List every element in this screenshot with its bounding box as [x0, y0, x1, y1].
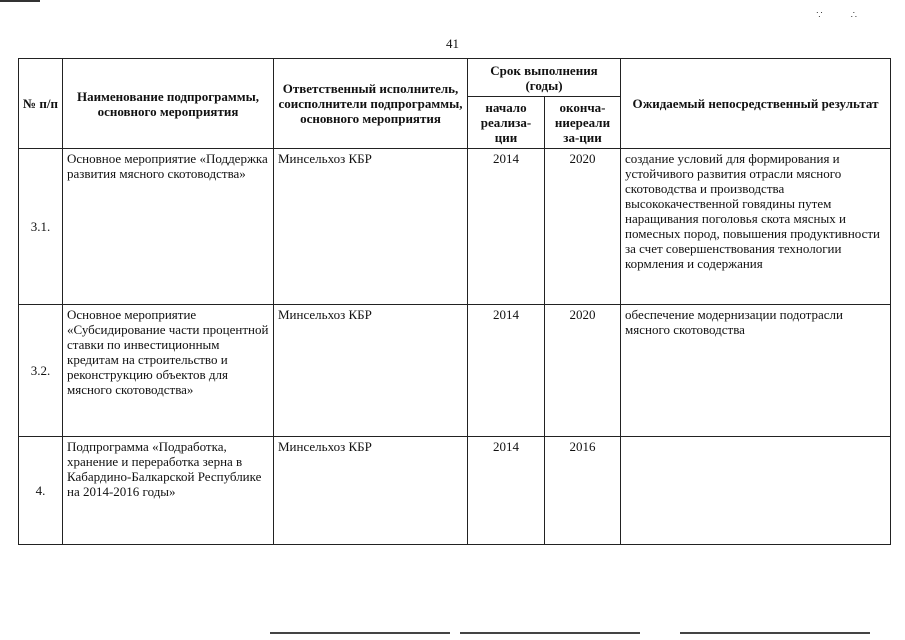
- header-name: Наименование подпрограммы, основного мероприятия: [63, 59, 274, 149]
- scan-artifact-dots: ∵∴: [816, 10, 885, 21]
- row-number: 4.: [19, 437, 63, 545]
- table-row: [19, 149, 891, 305]
- row-number: 3.2.: [19, 305, 63, 437]
- row-name: Основное мероприятие «Поддержка развития мясного скотоводства»: [63, 149, 274, 305]
- row-executor: Минсельхоз КБР: [274, 305, 468, 437]
- row-number: 3.1.: [19, 149, 63, 305]
- row-start-year: 2014: [468, 149, 545, 305]
- scan-bottom-line: [680, 632, 870, 634]
- table-row: [19, 305, 891, 437]
- row-executor: Минсельхоз КБР: [274, 149, 468, 305]
- header-result: Ожидаемый непосредственный результат: [621, 59, 891, 149]
- row-result: создание условий для формирования и устойчивого развития отрасли мясного скотоводства и производства высококачественной говядины путем наращивания поголовья скота мясных и помесных пород, повышения продуктивности за счет совершенствования технологии кормления и содержания: [621, 149, 891, 305]
- header-start: начало реализа-ции: [468, 97, 545, 149]
- scan-bottom-line: [460, 632, 640, 634]
- header-end: оконча-ниереали за-ции: [545, 97, 621, 149]
- table-header-row: [19, 59, 891, 97]
- program-table: [18, 58, 891, 545]
- row-end-year: 2016: [545, 437, 621, 545]
- row-executor: Минсельхоз КБР: [274, 437, 468, 545]
- row-end-year: 2020: [545, 305, 621, 437]
- row-result: [621, 437, 891, 545]
- row-start-year: 2014: [468, 437, 545, 545]
- page-number: 41: [446, 36, 459, 51]
- row-result: обеспечение модернизации подотрасли мясного скотоводства: [621, 305, 891, 437]
- table-row: [19, 437, 891, 545]
- header-deadline: Срок выполнения (годы): [468, 59, 621, 97]
- row-name: Подпрограмма «Подработка, хранение и переработка зерна в Кабардино-Балкарской Республике на 2014-2016 годы»: [63, 437, 274, 545]
- header-executor: Ответственный исполнитель, соисполнители подпрограммы, основного мероприятия: [274, 59, 468, 149]
- scan-corner-mark: [0, 0, 40, 2]
- row-end-year: 2020: [545, 149, 621, 305]
- row-start-year: 2014: [468, 305, 545, 437]
- scan-bottom-line: [270, 632, 450, 634]
- row-name: Основное мероприятие «Субсидирование части процентной ставки по инвестиционным кредитам на строительство и реконструкцию объектов для мясного скотоводства»: [63, 305, 274, 437]
- header-no: № п/п: [19, 59, 63, 149]
